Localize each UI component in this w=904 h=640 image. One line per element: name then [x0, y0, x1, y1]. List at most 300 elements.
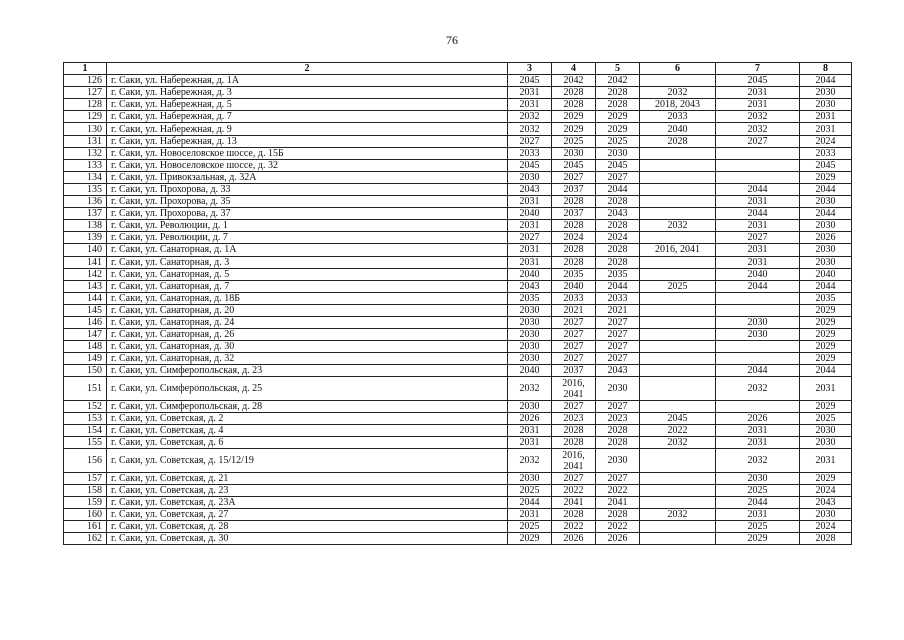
cell-year-col-5: 2021 — [596, 304, 640, 316]
cell-year-col-6: 2032 — [640, 437, 716, 449]
table-row — [64, 509, 852, 521]
cell-year-col-3: 2030 — [508, 329, 552, 341]
cell-address: г. Саки, ул. Советская, д. 15/12/19 — [107, 449, 508, 473]
cell-address: г. Саки, ул. Симферопольская, д. 23 — [107, 365, 508, 377]
cell-year-col-7 — [716, 400, 800, 412]
cell-year-col-5: 2028 — [596, 244, 640, 256]
column-header-2: 2 — [107, 63, 508, 75]
cell-year-col-8: 2035 — [800, 292, 852, 304]
table-row — [64, 497, 852, 509]
cell-year-col-6: 2025 — [640, 280, 716, 292]
table-row — [64, 171, 852, 183]
cell-year-col-3: 2031 — [508, 87, 552, 99]
cell-year-col-5: 2030 — [596, 449, 640, 473]
cell-row-number: 138 — [64, 220, 107, 232]
cell-year-col-3: 2027 — [508, 232, 552, 244]
cell-row-number: 155 — [64, 437, 107, 449]
cell-year-col-7: 2031 — [716, 437, 800, 449]
cell-year-col-3: 2031 — [508, 244, 552, 256]
cell-year-col-5: 2022 — [596, 484, 640, 496]
table-row — [64, 472, 852, 484]
cell-address: г. Саки, ул. Набережная, д. 9 — [107, 123, 508, 135]
cell-row-number: 129 — [64, 111, 107, 123]
cell-year-col-5: 2041 — [596, 497, 640, 509]
cell-year-col-6 — [640, 341, 716, 353]
cell-year-col-7: 2030 — [716, 316, 800, 328]
cell-year-col-7: 2032 — [716, 377, 800, 401]
cell-address: г. Саки, ул. Санаторная, д. 18Б — [107, 292, 508, 304]
cell-year-col-6: 2016, 2041 — [640, 244, 716, 256]
table-row — [64, 111, 852, 123]
cell-year-col-4: 2035 — [552, 268, 596, 280]
table-row — [64, 196, 852, 208]
cell-year-col-7 — [716, 292, 800, 304]
cell-year-col-8: 2029 — [800, 353, 852, 365]
cell-row-number: 142 — [64, 268, 107, 280]
cell-year-col-4: 2037 — [552, 183, 596, 195]
cell-year-col-3: 2040 — [508, 208, 552, 220]
cell-year-col-6 — [640, 400, 716, 412]
cell-row-number: 132 — [64, 147, 107, 159]
cell-year-col-3: 2027 — [508, 135, 552, 147]
cell-row-number: 136 — [64, 196, 107, 208]
cell-year-col-5: 2029 — [596, 111, 640, 123]
cell-year-col-5: 2027 — [596, 341, 640, 353]
cell-year-col-3: 2030 — [508, 353, 552, 365]
cell-row-number: 149 — [64, 353, 107, 365]
table-row — [64, 135, 852, 147]
cell-year-col-8: 2029 — [800, 329, 852, 341]
cell-year-col-3: 2031 — [508, 437, 552, 449]
cell-year-col-8: 2030 — [800, 425, 852, 437]
cell-year-col-8: 2031 — [800, 123, 852, 135]
cell-year-col-5: 2030 — [596, 377, 640, 401]
table-row — [64, 183, 852, 195]
table-row — [64, 437, 852, 449]
table-row — [64, 268, 852, 280]
table-row — [64, 304, 852, 316]
cell-year-col-7: 2044 — [716, 280, 800, 292]
cell-year-col-5: 2029 — [596, 123, 640, 135]
cell-year-col-4: 2027 — [552, 316, 596, 328]
cell-year-col-6 — [640, 449, 716, 473]
cell-year-col-5: 2027 — [596, 472, 640, 484]
cell-year-col-5: 2027 — [596, 329, 640, 341]
cell-row-number: 145 — [64, 304, 107, 316]
column-header-1: 1 — [64, 63, 107, 75]
cell-year-col-7: 2031 — [716, 87, 800, 99]
cell-year-col-6 — [640, 497, 716, 509]
cell-year-col-6 — [640, 377, 716, 401]
cell-year-col-4: 2022 — [552, 521, 596, 533]
cell-row-number: 151 — [64, 377, 107, 401]
cell-address: г. Саки, ул. Советская, д. 2 — [107, 413, 508, 425]
cell-year-col-8: 2031 — [800, 377, 852, 401]
cell-year-col-5: 2025 — [596, 135, 640, 147]
cell-year-col-7: 2026 — [716, 413, 800, 425]
table-row — [64, 521, 852, 533]
cell-year-col-4: 2028 — [552, 256, 596, 268]
cell-address: г. Саки, ул. Революции, д. 7 — [107, 232, 508, 244]
column-header-7: 7 — [716, 63, 800, 75]
cell-year-col-8: 2030 — [800, 256, 852, 268]
cell-year-col-5: 2028 — [596, 256, 640, 268]
cell-year-col-7: 2045 — [716, 75, 800, 87]
column-header-8: 8 — [800, 63, 852, 75]
cell-address: г. Саки, ул. Советская, д. 6 — [107, 437, 508, 449]
cell-year-col-8: 2030 — [800, 196, 852, 208]
cell-year-col-4: 2016, 2041 — [552, 449, 596, 473]
cell-year-col-7: 2031 — [716, 425, 800, 437]
cell-year-col-6 — [640, 484, 716, 496]
cell-year-col-7 — [716, 147, 800, 159]
cell-row-number: 133 — [64, 159, 107, 171]
cell-year-col-6 — [640, 159, 716, 171]
cell-address: г. Саки, ул. Прохорова, д. 33 — [107, 183, 508, 195]
cell-year-col-8: 2044 — [800, 183, 852, 195]
cell-year-col-6: 2040 — [640, 123, 716, 135]
cell-year-col-7 — [716, 304, 800, 316]
cell-year-col-5: 2044 — [596, 280, 640, 292]
cell-row-number: 154 — [64, 425, 107, 437]
cell-year-col-5: 2027 — [596, 353, 640, 365]
table-row — [64, 400, 852, 412]
cell-year-col-3: 2030 — [508, 171, 552, 183]
cell-year-col-8: 2040 — [800, 268, 852, 280]
cell-year-col-8: 2029 — [800, 171, 852, 183]
cell-year-col-4: 2027 — [552, 171, 596, 183]
cell-year-col-6 — [640, 292, 716, 304]
cell-year-col-3: 2031 — [508, 256, 552, 268]
cell-row-number: 158 — [64, 484, 107, 496]
table-row — [64, 147, 852, 159]
column-header-4: 4 — [552, 63, 596, 75]
table-row — [64, 292, 852, 304]
cell-year-col-7: 2025 — [716, 521, 800, 533]
cell-year-col-4: 2033 — [552, 292, 596, 304]
cell-year-col-8: 2029 — [800, 341, 852, 353]
cell-year-col-8: 2043 — [800, 497, 852, 509]
cell-year-col-6 — [640, 196, 716, 208]
cell-row-number: 135 — [64, 183, 107, 195]
cell-year-col-7 — [716, 353, 800, 365]
cell-year-col-4: 2029 — [552, 111, 596, 123]
cell-year-col-4: 2028 — [552, 196, 596, 208]
cell-row-number: 162 — [64, 533, 107, 545]
table-row — [64, 208, 852, 220]
cell-year-col-3: 2032 — [508, 377, 552, 401]
cell-year-col-4: 2016, 2041 — [552, 377, 596, 401]
cell-year-col-4: 2027 — [552, 353, 596, 365]
cell-year-col-8: 2030 — [800, 509, 852, 521]
cell-year-col-7: 2044 — [716, 497, 800, 509]
cell-year-col-3: 2031 — [508, 196, 552, 208]
cell-year-col-8: 2031 — [800, 449, 852, 473]
cell-address: г. Саки, ул. Советская, д. 30 — [107, 533, 508, 545]
cell-year-col-6 — [640, 232, 716, 244]
cell-row-number: 157 — [64, 472, 107, 484]
cell-year-col-5: 2027 — [596, 316, 640, 328]
cell-year-col-4: 2042 — [552, 75, 596, 87]
table-row — [64, 377, 852, 401]
cell-year-col-4: 2021 — [552, 304, 596, 316]
cell-row-number: 156 — [64, 449, 107, 473]
cell-row-number: 150 — [64, 365, 107, 377]
cell-year-col-4: 2028 — [552, 220, 596, 232]
table-row — [64, 75, 852, 87]
cell-year-col-6 — [640, 268, 716, 280]
cell-year-col-8: 2030 — [800, 220, 852, 232]
table-row — [64, 244, 852, 256]
table-row — [64, 353, 852, 365]
cell-address: г. Саки, ул. Набережная, д. 5 — [107, 99, 508, 111]
cell-year-col-4: 2028 — [552, 87, 596, 99]
cell-row-number: 126 — [64, 75, 107, 87]
cell-row-number: 144 — [64, 292, 107, 304]
table-row — [64, 256, 852, 268]
cell-year-col-3: 2031 — [508, 220, 552, 232]
cell-year-col-4: 2040 — [552, 280, 596, 292]
cell-address: г. Саки, ул. Санаторная, д. 3 — [107, 256, 508, 268]
cell-year-col-4: 2028 — [552, 425, 596, 437]
page-number: 76 — [446, 33, 458, 47]
cell-row-number: 140 — [64, 244, 107, 256]
cell-address: г. Саки, ул. Санаторная, д. 1А — [107, 244, 508, 256]
cell-year-col-3: 2040 — [508, 365, 552, 377]
cell-row-number: 134 — [64, 171, 107, 183]
cell-year-col-3: 2026 — [508, 413, 552, 425]
cell-address: г. Саки, ул. Советская, д. 23 — [107, 484, 508, 496]
table-row — [64, 484, 852, 496]
cell-row-number: 146 — [64, 316, 107, 328]
cell-year-col-6 — [640, 304, 716, 316]
column-header-5: 5 — [596, 63, 640, 75]
cell-year-col-3: 2033 — [508, 147, 552, 159]
cell-year-col-6 — [640, 256, 716, 268]
table-row — [64, 280, 852, 292]
cell-year-col-6 — [640, 208, 716, 220]
column-header-3: 3 — [508, 63, 552, 75]
cell-year-col-8: 2025 — [800, 413, 852, 425]
cell-year-col-7: 2032 — [716, 111, 800, 123]
header-row — [64, 63, 852, 75]
cell-year-col-4: 2037 — [552, 365, 596, 377]
cell-address: г. Саки, ул. Новоселовское шоссе, д. 32 — [107, 159, 508, 171]
cell-year-col-3: 2045 — [508, 75, 552, 87]
cell-address: г. Саки, ул. Революции, д. 1 — [107, 220, 508, 232]
cell-year-col-6 — [640, 353, 716, 365]
cell-year-col-7: 2031 — [716, 509, 800, 521]
cell-year-col-5: 2035 — [596, 268, 640, 280]
cell-year-col-8: 2033 — [800, 147, 852, 159]
cell-address: г. Саки, ул. Санаторная, д. 24 — [107, 316, 508, 328]
cell-year-col-4: 2037 — [552, 208, 596, 220]
table-row — [64, 329, 852, 341]
cell-address: г. Саки, ул. Набережная, д. 13 — [107, 135, 508, 147]
table-row — [64, 413, 852, 425]
table-row — [64, 232, 852, 244]
cell-year-col-4: 2028 — [552, 509, 596, 521]
cell-address: г. Саки, ул. Советская, д. 4 — [107, 425, 508, 437]
cell-address: г. Саки, ул. Советская, д. 23А — [107, 497, 508, 509]
cell-year-col-6: 2028 — [640, 135, 716, 147]
cell-year-col-6: 2018, 2043 — [640, 99, 716, 111]
cell-year-col-3: 2045 — [508, 159, 552, 171]
cell-year-col-7 — [716, 171, 800, 183]
cell-year-col-5: 2028 — [596, 220, 640, 232]
cell-year-col-3: 2031 — [508, 99, 552, 111]
cell-year-col-4: 2027 — [552, 341, 596, 353]
cell-year-col-6 — [640, 147, 716, 159]
cell-year-col-8: 2030 — [800, 244, 852, 256]
cell-address: г. Саки, ул. Набережная, д. 1А — [107, 75, 508, 87]
cell-row-number: 147 — [64, 329, 107, 341]
cell-year-col-3: 2040 — [508, 268, 552, 280]
table-row — [64, 99, 852, 111]
cell-year-col-7: 2032 — [716, 123, 800, 135]
cell-row-number: 141 — [64, 256, 107, 268]
cell-year-col-7: 2040 — [716, 268, 800, 280]
cell-year-col-4: 2025 — [552, 135, 596, 147]
cell-year-col-5: 2030 — [596, 147, 640, 159]
cell-year-col-5: 2042 — [596, 75, 640, 87]
cell-address: г. Саки, ул. Санаторная, д. 26 — [107, 329, 508, 341]
cell-year-col-6: 2032 — [640, 87, 716, 99]
cell-year-col-4: 2022 — [552, 484, 596, 496]
cell-year-col-3: 2025 — [508, 484, 552, 496]
cell-year-col-5: 2044 — [596, 183, 640, 195]
cell-address: г. Саки, ул. Санаторная, д. 32 — [107, 353, 508, 365]
cell-address: г. Саки, ул. Санаторная, д. 30 — [107, 341, 508, 353]
cell-year-col-8: 2030 — [800, 99, 852, 111]
cell-row-number: 139 — [64, 232, 107, 244]
cell-year-col-4: 2028 — [552, 99, 596, 111]
cell-year-col-3: 2043 — [508, 183, 552, 195]
cell-year-col-4: 2027 — [552, 329, 596, 341]
cell-year-col-7: 2031 — [716, 244, 800, 256]
cell-year-col-3: 2025 — [508, 521, 552, 533]
cell-year-col-8: 2024 — [800, 135, 852, 147]
cell-year-col-6 — [640, 533, 716, 545]
cell-year-col-4: 2041 — [552, 497, 596, 509]
cell-address: г. Саки, ул. Санаторная, д. 7 — [107, 280, 508, 292]
cell-year-col-8: 2029 — [800, 472, 852, 484]
cell-year-col-7: 2029 — [716, 533, 800, 545]
cell-year-col-3: 2031 — [508, 509, 552, 521]
cell-year-col-8: 2029 — [800, 304, 852, 316]
cell-address: г. Саки, ул. Набережная, д. 3 — [107, 87, 508, 99]
cell-year-col-8: 2024 — [800, 484, 852, 496]
cell-year-col-7: 2032 — [716, 449, 800, 473]
cell-year-col-6: 2032 — [640, 220, 716, 232]
cell-row-number: 153 — [64, 413, 107, 425]
cell-year-col-3: 2029 — [508, 533, 552, 545]
cell-address: г. Саки, ул. Новоселовское шоссе, д. 15Б — [107, 147, 508, 159]
cell-year-col-8: 2028 — [800, 533, 852, 545]
table-row — [64, 449, 852, 473]
cell-year-col-5: 2028 — [596, 509, 640, 521]
cell-year-col-4: 2028 — [552, 244, 596, 256]
cell-address: г. Саки, ул. Симферопольская, д. 25 — [107, 377, 508, 401]
cell-year-col-6: 2033 — [640, 111, 716, 123]
cell-year-col-6: 2022 — [640, 425, 716, 437]
table-row — [64, 316, 852, 328]
cell-year-col-4: 2027 — [552, 472, 596, 484]
cell-year-col-3: 2031 — [508, 425, 552, 437]
cell-year-col-5: 2028 — [596, 196, 640, 208]
cell-year-col-3: 2030 — [508, 316, 552, 328]
cell-year-col-7: 2030 — [716, 329, 800, 341]
table-row — [64, 220, 852, 232]
cell-year-col-7: 2044 — [716, 365, 800, 377]
cell-year-col-8: 2045 — [800, 159, 852, 171]
cell-year-col-5: 2023 — [596, 413, 640, 425]
cell-row-number: 160 — [64, 509, 107, 521]
table-row — [64, 365, 852, 377]
cell-row-number: 152 — [64, 400, 107, 412]
cell-year-col-5: 2026 — [596, 533, 640, 545]
cell-year-col-5: 2043 — [596, 365, 640, 377]
cell-address: г. Саки, ул. Санаторная, д. 20 — [107, 304, 508, 316]
cell-year-col-4: 2027 — [552, 400, 596, 412]
table-row — [64, 123, 852, 135]
cell-row-number: 148 — [64, 341, 107, 353]
cell-year-col-8: 2044 — [800, 280, 852, 292]
cell-row-number: 143 — [64, 280, 107, 292]
cell-year-col-7: 2030 — [716, 472, 800, 484]
cell-address: г. Саки, ул. Симферопольская, д. 28 — [107, 400, 508, 412]
cell-row-number: 159 — [64, 497, 107, 509]
table-row — [64, 87, 852, 99]
cell-year-col-5: 2027 — [596, 171, 640, 183]
cell-year-col-6 — [640, 183, 716, 195]
cell-year-col-3: 2035 — [508, 292, 552, 304]
cell-year-col-4: 2029 — [552, 123, 596, 135]
cell-year-col-4: 2030 — [552, 147, 596, 159]
cell-year-col-3: 2032 — [508, 449, 552, 473]
cell-year-col-3: 2030 — [508, 304, 552, 316]
cell-year-col-5: 2022 — [596, 521, 640, 533]
cell-year-col-8: 2031 — [800, 111, 852, 123]
cell-row-number: 127 — [64, 87, 107, 99]
cell-year-col-5: 2028 — [596, 99, 640, 111]
cell-row-number: 161 — [64, 521, 107, 533]
cell-year-col-7: 2044 — [716, 208, 800, 220]
cell-year-col-7: 2031 — [716, 196, 800, 208]
cell-year-col-5: 2043 — [596, 208, 640, 220]
cell-year-col-7 — [716, 341, 800, 353]
cell-year-col-5: 2027 — [596, 400, 640, 412]
cell-year-col-8: 2026 — [800, 232, 852, 244]
cell-address: г. Саки, ул. Прохорова, д. 35 — [107, 196, 508, 208]
cell-year-col-6 — [640, 472, 716, 484]
cell-address: г. Саки, ул. Советская, д. 27 — [107, 509, 508, 521]
cell-year-col-5: 2028 — [596, 87, 640, 99]
cell-row-number: 130 — [64, 123, 107, 135]
table-row — [64, 425, 852, 437]
cell-year-col-7: 2025 — [716, 484, 800, 496]
cell-year-col-8: 2030 — [800, 437, 852, 449]
cell-address: г. Саки, ул. Советская, д. 21 — [107, 472, 508, 484]
cell-year-col-6 — [640, 365, 716, 377]
cell-year-col-3: 2030 — [508, 472, 552, 484]
table-body — [64, 75, 852, 545]
cell-year-col-8: 2029 — [800, 400, 852, 412]
cell-address: г. Саки, ул. Набережная, д. 7 — [107, 111, 508, 123]
cell-year-col-7: 2031 — [716, 256, 800, 268]
cell-year-col-7: 2027 — [716, 232, 800, 244]
cell-year-col-5: 2028 — [596, 437, 640, 449]
